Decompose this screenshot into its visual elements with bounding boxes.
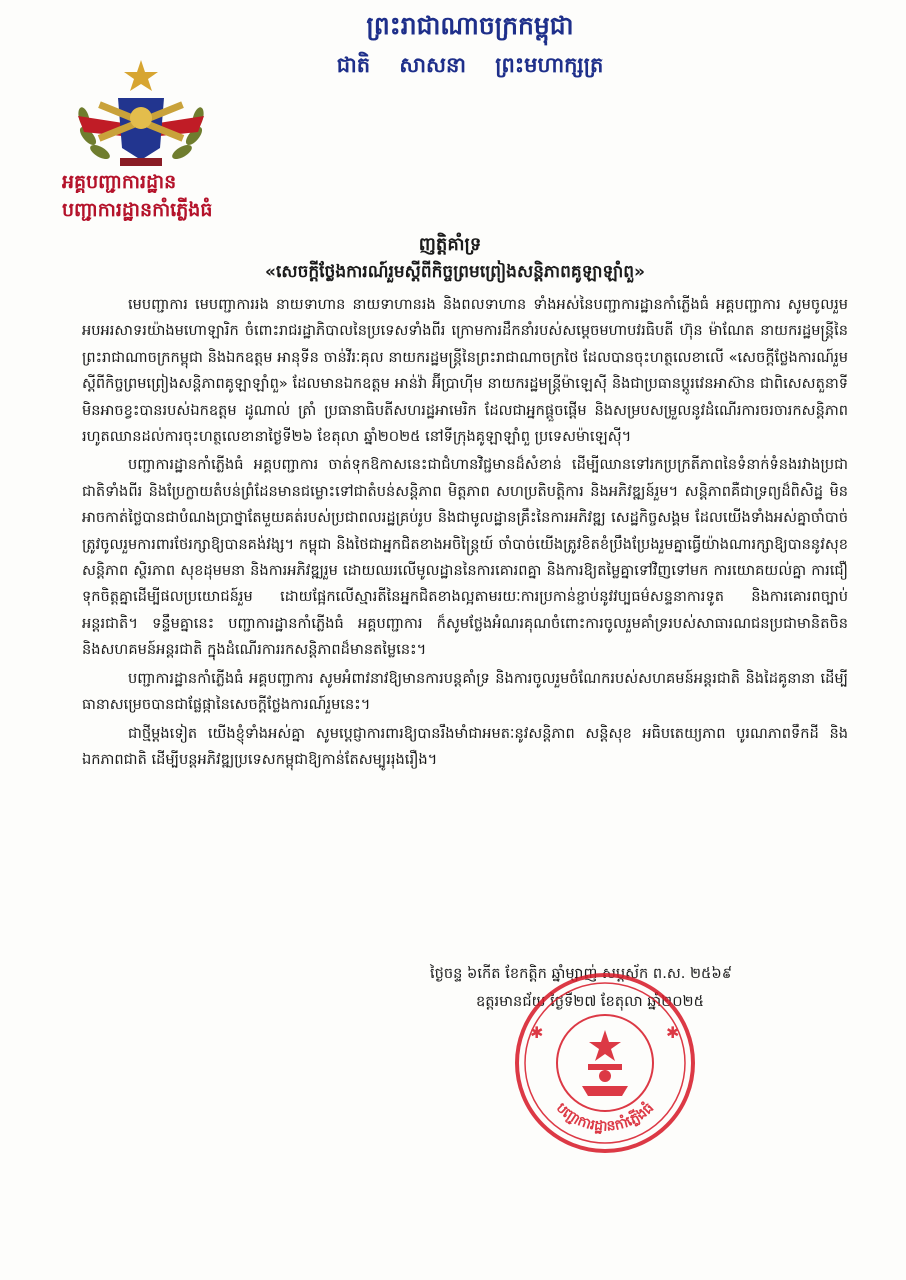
- svg-text:✱: ✱: [530, 1023, 544, 1042]
- paragraph: បញ្ជាការដ្ឋានកាំភ្លើងធំ អគ្គបញ្ជាការ ចាត់ទុកឱកាសនេះជាជំហានវិជ្ជមានដ៏សំខាន់ ដើម្បីឈានទៅរកប្រក្រតីភាពនៃទំនាក់ទំនងរវាងប្រជាជាតិទាំងពីរ និងប្រែក្លាយតំបន់ព្រំដែនមានជម្លោះទៅជាតំបន់សន្តិភាព មិត្តភាព សហប្រតិបត្តិការ និងអភិវឌ្ឍន៍រួម។ សន្តិភាពគឺជាទ្រព្យដ៏ពិសិដ្ឋ មិនអាចកាត់ថ្លៃបានជាបំណងប្រាថ្នាតែមួយគត់របស់ប្រជាពលរដ្ឋគ្រប់រូប និងជាមូលដ្ឋានគ្រឹះនៃការអភិវឌ្ឍ សេដ្ឋកិច្ចសង្គម ដែលយើងទាំងអស់គ្នាចាំបាច់ត្រូវចូលរួមការពារថែរក្សាឱ្យបានគង់វង្ស។ កម្ពុជា និងថៃជាអ្នកជិតខាងអចិន្ត្រៃយ៍ ចាំបាច់យើងត្រូវខិតខំប្រឹងប្រែងរួមគ្នាធ្វើយ៉ាងណារក្សាឱ្យបាននូវសុខសន្តិភាព ស្ថិរភាព សុខដុមមនា និងការអភិវឌ្ឍរួម ដោយឈរលើមូលដ្ឋាននៃការគោរពគ្នា និងការឱ្យតម្លៃគ្នាទៅវិញទៅមក ការយោគយល់គ្នា ការជឿទុកចិត្តគ្នាដើម្បីផលប្រយោជន៍រួម ដោយផ្អែកលើស្មារតីនៃអ្នកជិតខាងល្អតាមរយៈការប្រកាន់ខ្ជាប់នូវវប្បធម៌សន្ទនាការទូត និងការគោរពច្បាប់អន្តរជាតិ។ ទន្ទឹមគ្នានេះ បញ្ជាការដ្ឋានកាំភ្លើងធំ អគ្គបញ្ជាការ ក៏សូមថ្លែងអំណរគុណចំពោះការចូលរួមគាំទ្ររបស់សាធារណជនប្រជាមានិតចិន និងសហគមន៍អន្តរជាតិ ក្នុងដំណើរការរកសន្តិភាពដ៏មានតម្លៃនេះ។: [82, 456, 848, 659]
- document-type: ញត្តិគាំទ្រ: [418, 234, 482, 255]
- kingdom-title: ព្រះរាជាណាចក្រកម្ពុជា: [366, 11, 574, 40]
- national-motto: ជាតិ សាសនា ព្រះមហាក្សត្រ: [336, 53, 604, 77]
- seal-text: បញ្ជាការដ្ឋានកាំភ្លើងធំ: [552, 1100, 658, 1135]
- paragraph: មេបញ្ជាការ មេបញ្ជាការរង នាយទាហាន នាយទាហានរង និងពលទាហាន ទាំងអស់នៃបញ្ជាការដ្ឋានកាំភ្លើងធំ អគ្គបញ្ជាការ សូមចូលរួមអបអរសាទរយ៉ាងមហោឡារិក ចំពោះរាជរដ្ឋាភិបាលនៃប្រទេសទាំងពីរ ក្រោមការដឹកនាំរបស់សម្តេចមហាបវរធិបតី ហ៊ុន ម៉ាណែត នាយករដ្ឋមន្ត្រីនៃព្រះរាជាណាចក្រកម្ពុជា និងឯកឧត្តម អានុទីន ចាន់វីរៈគុល នាយករដ្ឋមន្ត្រីនៃព្រះរាជាណាចក្រថៃ ដែលបានចុះហត្ថលេខាលើ «សេចក្តីថ្លែងការណ៍រួមស្តីពីកិច្ចព្រមព្រៀងសន្តិភាពគូឡាឡាំពួ» ដែលមានឯកឧត្តម អាន់វ៉ា អ៊ីប្រាហ៊ីម នាយករដ្ឋមន្ត្រីម៉ាឡេស៊ី និងជាប្រធានប្តូរវេនអាស៊ាន ជាពិសេសតួនាទីមិនអាចខ្វះបានរបស់ឯកឧត្តម ដូណាល់ ត្រាំ ប្រធានាធិបតីសហរដ្ឋអាមេរិក ដែលជាអ្នកផ្តួចផ្តើម និងសម្របសម្រួលនូវដំណើរការចរចារកសន្តិភាពរហូតឈានដល់ការចុះហត្ថលេខានាថ្ងៃទី២៦ ខែតុលា ឆ្នាំ២០២៥ នៅទីក្រុងគូឡាឡាំពួ ប្រទេសម៉ាឡេស៊ី។: [82, 296, 848, 446]
- document-body: [82, 292, 848, 775]
- sender-line-2: បញ្ជាការដ្ឋានកាំភ្លើងធំ: [62, 199, 213, 221]
- svg-text:បញ្ជាការដ្ឋានកាំភ្លើងធំ: [553, 1099, 657, 1135]
- sender-organization: [62, 168, 302, 224]
- svg-text:✱: ✱: [666, 1023, 680, 1042]
- paragraph: បញ្ជាការដ្ឋានកាំភ្លើងធំ អគ្គបញ្ជាការ សូមអំពាវនាវឱ្យមានការបន្តគាំទ្រ និងការចូលរួមចំណែករបស់សហគមន៍អន្តរជាតិ និងដៃគូនានា ដើម្បីធានាសម្រេចបានជាផ្លែផ្កានៃសេចក្តីថ្លែងការណ៍រួមនេះ។: [82, 669, 848, 714]
- artillery-emblem-icon: [70, 58, 212, 178]
- paragraph: ជាថ្មីម្តងទៀត យើងខ្ញុំទាំងអស់គ្នា សូមប្តេជ្ញាការពារឱ្យបានរឹងមាំជាអមតៈនូវសន្តិភាព សន្តិសុខ អធិបតេយ្យភាព បូរណភាពទឹកដី និងឯកភាពជាតិ ដើម្បីបន្តអភិវឌ្ឍប្រទេសកម្ពុជាឱ្យកាន់តែសម្បូររុងរឿង។: [82, 724, 848, 768]
- official-seal-icon: [510, 968, 700, 1158]
- lunar-date: ថ្ងៃចន្ទ ៦កើត ខែកត្តិក ឆ្នាំម្សាញ់ សប្តស័ក ព.ស. ២៥៦៩: [430, 965, 733, 982]
- sender-line-1: អគ្គបញ្ជាការដ្ឋាន: [62, 171, 177, 193]
- document-title: «សេចក្តីថ្លែងការណ៍រួមស្តីពីកិច្ចព្រមព្រៀងសន្តិភាពគូឡាឡាំពួ»: [265, 262, 645, 282]
- gregorian-date: ឧត្តរមានជ័យ ថ្ងៃទី២៧ ខែតុលា ឆ្នាំ២០២៥: [476, 993, 704, 1010]
